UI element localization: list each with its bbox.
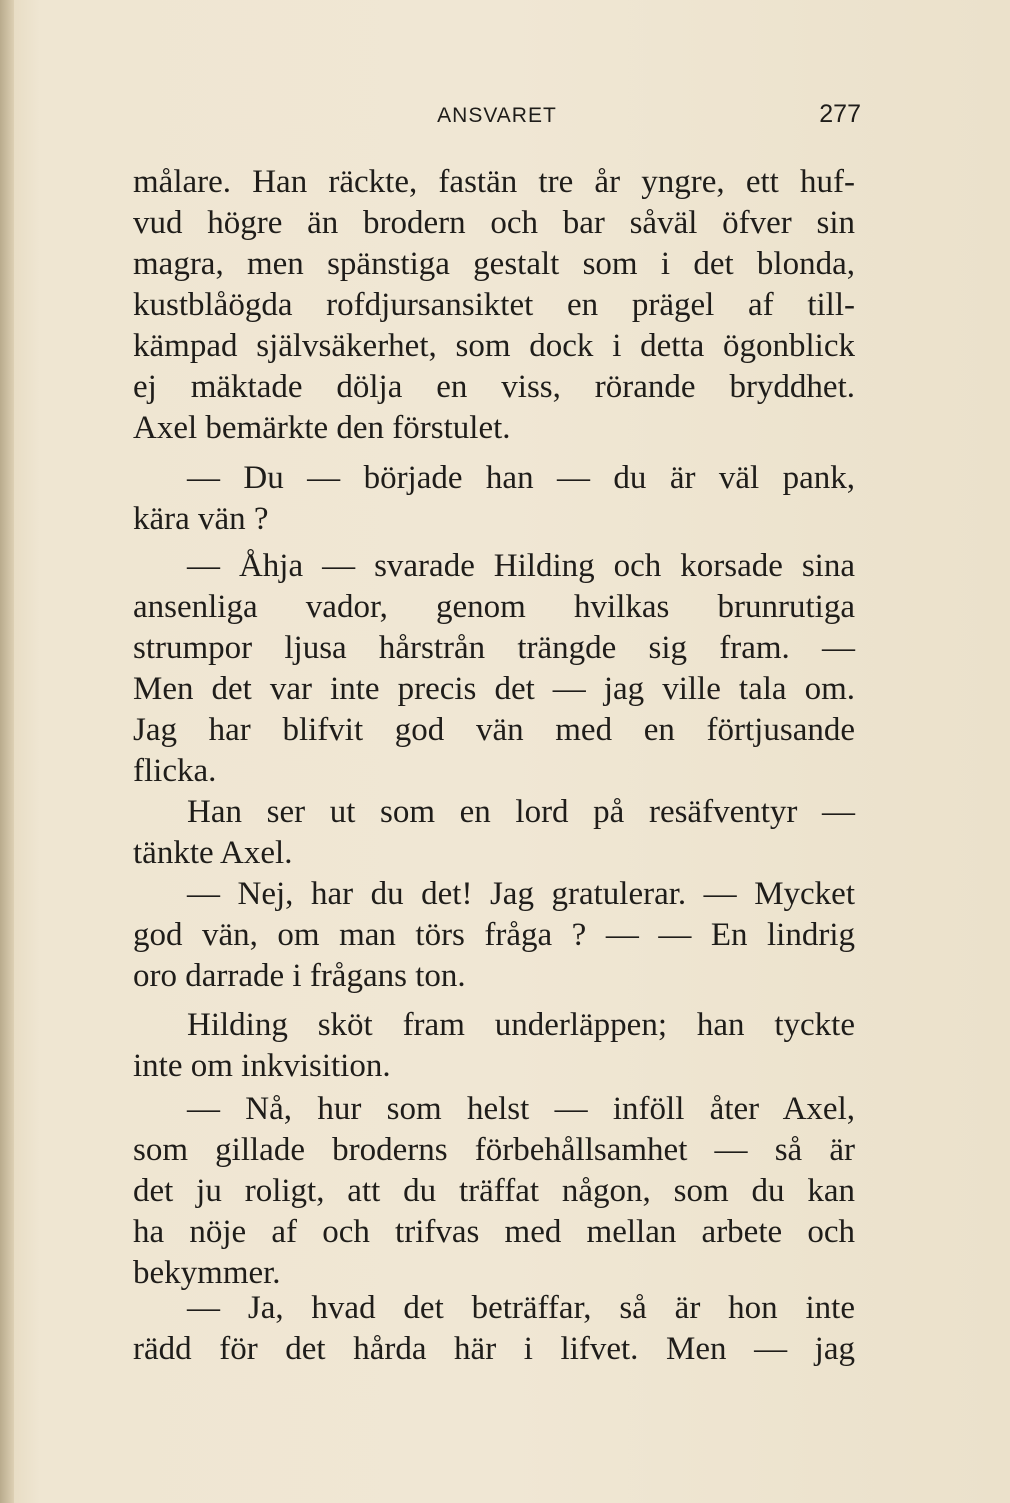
text-line: god vän, om man törs fråga ? — — En lindrig xyxy=(133,917,855,953)
text-line: Han ser ut som en lord på resäfventyr — xyxy=(187,794,855,830)
text-line: Axel bemärkte den förstulet. xyxy=(133,410,511,446)
text-line: Men det var inte precis det — jag ville tala om. xyxy=(133,671,855,707)
text-line: ha nöje af och trifvas med mellan arbete och xyxy=(133,1214,855,1250)
text-line: ej mäktade dölja en viss, rörande bryddhet. xyxy=(133,369,855,405)
text-line: bekymmer. xyxy=(133,1255,281,1291)
text-line: — Åhja — svarade Hilding och korsade sina xyxy=(187,548,855,584)
text-line: som gillade broderns förbehållsamhet — så är xyxy=(133,1132,855,1168)
text-line: vud högre än brodern och bar såväl öfver sin xyxy=(133,205,855,241)
text-line: strumpor ljusa hårstrån trängde sig fram. — xyxy=(133,630,855,666)
page-gutter-edge xyxy=(0,0,14,1503)
text-line: — Nå, hur som helst — inföll åter Axel, xyxy=(187,1091,855,1127)
text-line: ansenliga vador, genom hvilkas brunrutiga xyxy=(133,589,855,625)
page-number: 277 xyxy=(819,100,861,128)
text-line: — Du — började han — du är väl pank, xyxy=(187,460,855,496)
text-line: kämpad självsäkerhet, som dock i detta ögonblick xyxy=(133,328,855,364)
text-line: oro darrade i frågans ton. xyxy=(133,958,466,994)
text-line: rädd för det hårda här i lifvet. Men — jag xyxy=(133,1331,855,1367)
text-line: målare. Han räckte, fastän tre år yngre, ett huf- xyxy=(133,164,855,200)
text-line: det ju roligt, att du träffat någon, som du kan xyxy=(133,1173,855,1209)
text-line: kära vän ? xyxy=(133,501,269,537)
text-line: — Nej, har du det! Jag gratulerar. — Mycket xyxy=(187,876,855,912)
running-header xyxy=(133,98,861,138)
text-line: magra, men spänstiga gestalt som i det blonda, xyxy=(133,246,855,282)
text-line: flicka. xyxy=(133,753,217,789)
text-line: Hilding sköt fram underläppen; han tyckte xyxy=(187,1007,855,1043)
text-line: Jag har blifvit god vän med en förtjusande xyxy=(133,712,855,748)
text-line: tänkte Axel. xyxy=(133,835,293,871)
text-line: inte om inkvisition. xyxy=(133,1048,391,1084)
text-line: — Ja, hvad det beträffar, så är hon inte xyxy=(187,1290,855,1326)
text-line: kustblåögda rofdjursansiktet en prägel af till- xyxy=(133,287,855,323)
chapter-title: ANSVARET xyxy=(437,104,557,127)
